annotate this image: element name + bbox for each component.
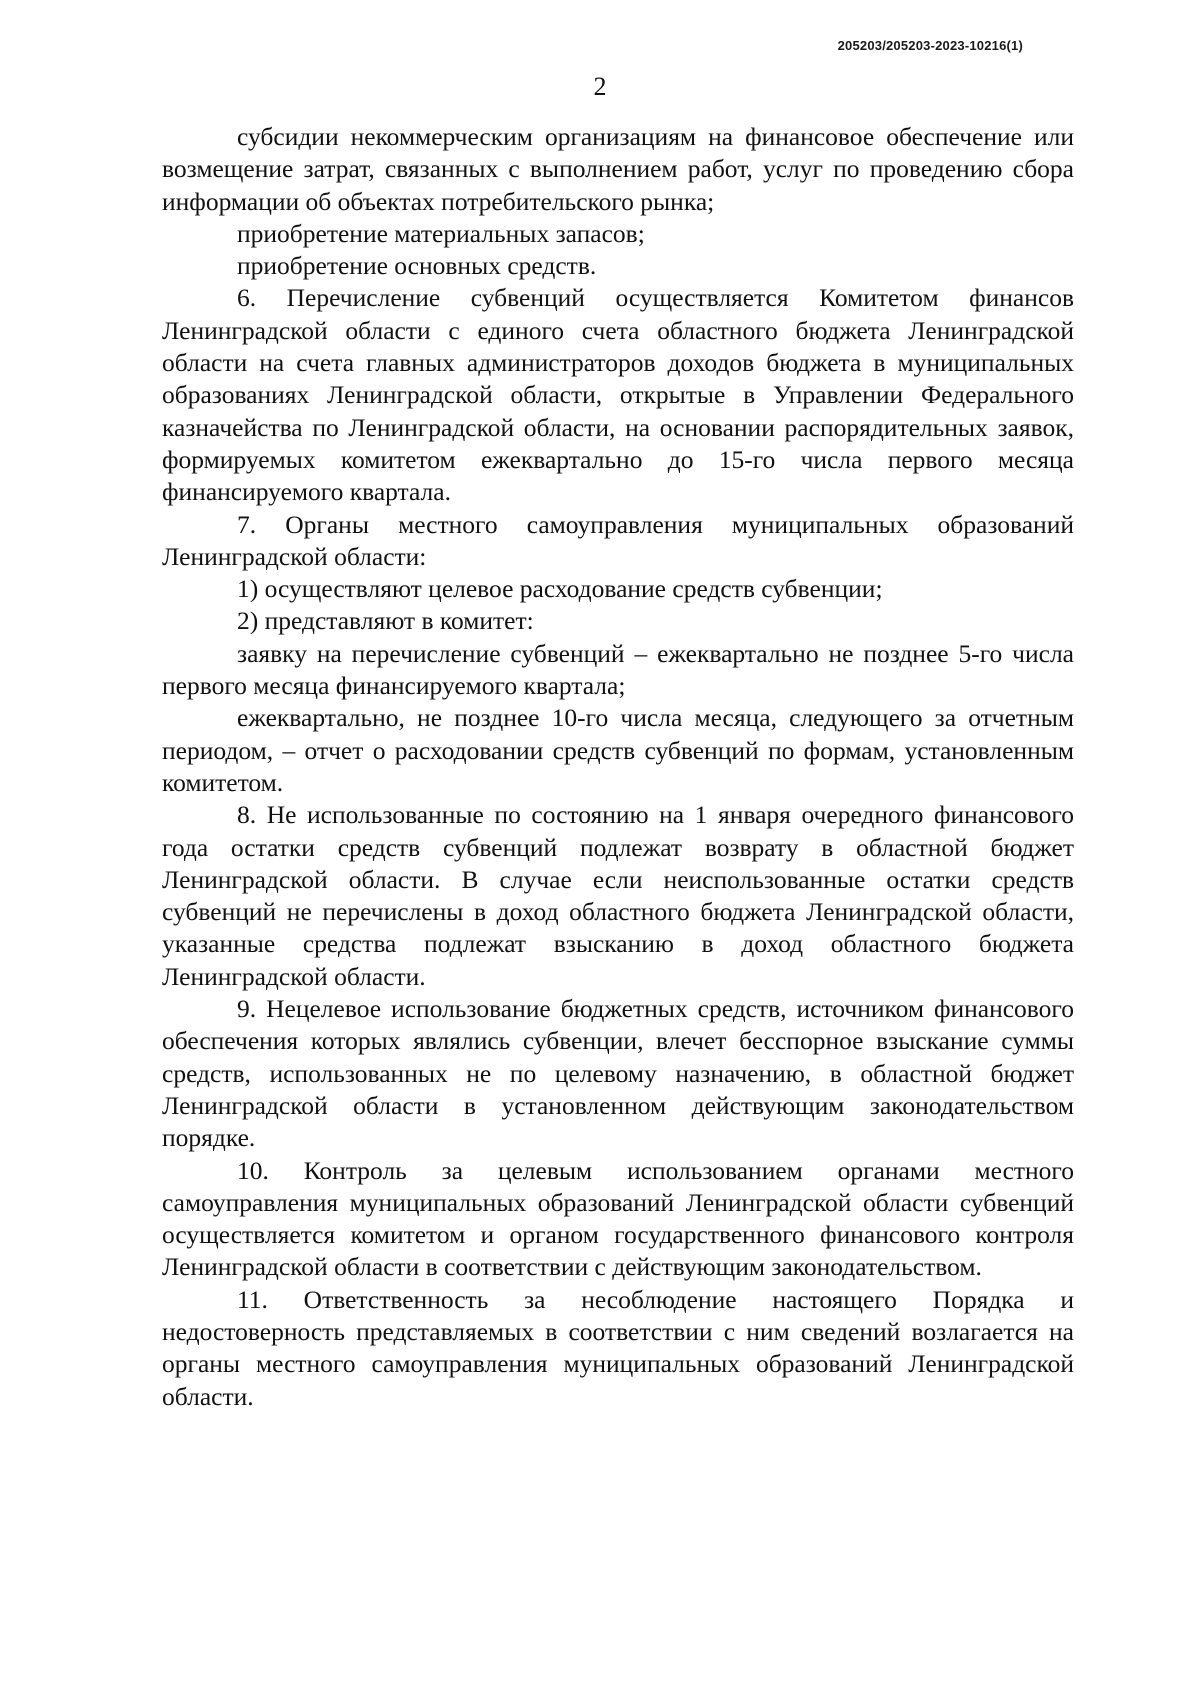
document-body bbox=[162, 121, 1074, 1413]
paragraph-item-7: 7. Органы местного самоуправления муниципальных образований Ленинградской области: bbox=[162, 509, 1074, 571]
paragraph: 2) представляют в комитет: bbox=[237, 606, 534, 636]
paragraph: приобретение материальных запасов; bbox=[237, 218, 645, 248]
paragraph: заявку на перечисление субвенций – ежеквартально не позднее 5-го числа первого месяца финансируемого квартала; bbox=[162, 638, 1074, 701]
paragraph-item-11: 11. Ответственность за несоблюдение настоящего Порядка и недостоверность представляемых в соответствии с ним сведений возлагается на органы местного самоуправления муниципальных образований Ленинградской области. bbox=[162, 1284, 1074, 1411]
paragraph: субсидии некоммерческим организациям на финансовое обеспечение или возмещение затрат, связанных с выполнением работ, услуг по проведению сбора информации об объектах потребительского рынка; bbox=[162, 122, 1074, 216]
paragraph-item-6: 6. Перечисление субвенций осуществляется Комитетом финансов Ленинградской области с единого счета областного бюджета Ленинградской области на счета главных администраторов доходов бюджета в муниципальных образованиях Ленинградской области, открытые в Управлении Федерального казначейства по Ленинградской области, на основании распорядительных заявок, формируемых комитетом ежеквартально до 15-го числа первого месяца финансируемого квартала. bbox=[162, 283, 1074, 507]
paragraph-item-8: 8. Не использованные по состоянию на 1 января очередного финансового года остатки средств субвенций подлежат возврату в областной бюджет Ленинградской области. В случае если неиспользованные остатки средств субвенций не перечислены в доход областного бюджета Ленинградской области, указанные средства подлежат взысканию в доход областного бюджета Ленинградской области. bbox=[162, 800, 1074, 991]
paragraph-item-10: 10. Контроль за целевым использованием органами местного самоуправления муниципальных образований Ленинградской области субвенций осуществляется комитетом и органом государственного финансового контроля Ленинградской области в соответствии с действующим законодательством. bbox=[162, 1155, 1074, 1282]
paragraph: ежеквартально, не позднее 10-го числа месяца, следующего за отчетным периодом, – отчет о расходовании средств субвенций по формам, установленным комитетом. bbox=[162, 703, 1074, 797]
paragraph: приобретение основных средств. bbox=[237, 251, 597, 281]
document-code: 205203/205203-2023-10216(1) bbox=[837, 38, 1023, 53]
page-number: 2 bbox=[593, 72, 607, 101]
paragraph-item-9: 9. Нецелевое использование бюджетных средств, источником финансового обеспечения которых являлись субвенции, влечет бесспорное взыскание суммы средств, использованных не по целевому назначению, в областной бюджет Ленинградской области в установленном действующим законодательством порядке. bbox=[162, 994, 1074, 1153]
paragraph: 1) осуществляют целевое расходование средств субвенции; bbox=[237, 574, 883, 604]
